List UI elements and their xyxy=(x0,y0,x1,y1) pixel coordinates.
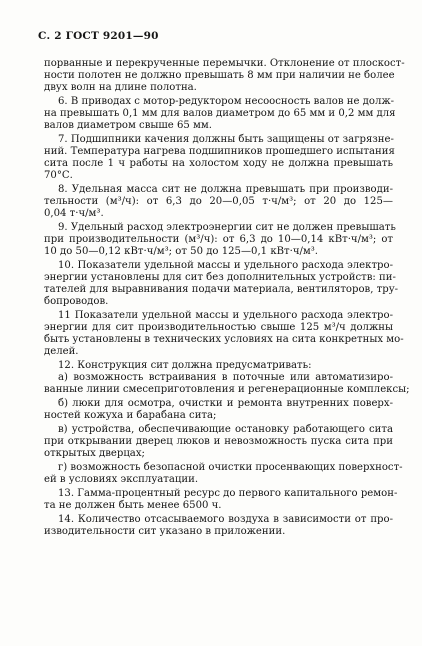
text-line: ний. Температура нагрева подшипников прошедшего испытания xyxy=(44,146,395,157)
text-line: ности полотен не должно превышать 8 мм при наличии не более xyxy=(44,70,395,81)
text-line: 0,04 т·ч/м³. xyxy=(44,208,104,219)
text-line: сита после 1 ч работы на холостом ходу не должна превышать xyxy=(44,158,393,169)
text-line: бопроводов. xyxy=(44,296,109,307)
text-line: при производительности (м³/ч): от 6,3 до 10—0,14 кВт·ч/м³; от xyxy=(44,234,393,245)
text-line: 70°С. xyxy=(44,170,73,181)
text-line: валов диаметром свыше 65 мм. xyxy=(44,120,212,131)
text-line: ностей кожуха и барабана сита; xyxy=(44,410,217,421)
text-line: 9. Удельный расход электроэнергии сит не должен превышать xyxy=(58,222,396,233)
text-line: 7. Подшипники качения должны быть защищены от загрязне- xyxy=(58,134,394,145)
text-line: энергии для сит производительностью свыше 125 м³/ч должны xyxy=(44,322,393,333)
text-line: 10. Показатели удельной массы и удельного расхода электро- xyxy=(58,260,393,271)
text-line: делей. xyxy=(44,346,79,357)
text-line: та не должен быть менее 6500 ч. xyxy=(44,500,222,511)
page-header: С. 2 ГОСТ 9201—90 xyxy=(38,30,159,42)
text-line: 11 Показатели удельной массы и удельного расхода электро- xyxy=(58,310,393,321)
text-line: энергии установлены для сит без дополнительных устройств: пи- xyxy=(44,272,396,283)
text-line: 10 до 50—0,12 кВт·ч/м³; от 50 до 125—0,1 кВт·ч/м³. xyxy=(44,246,319,257)
text-line: изводительности сит указано в приложении. xyxy=(44,526,286,537)
text-line: в) устройства, обеспечивающие остановку работающего сита xyxy=(58,424,393,435)
text-line: ей в условиях эксплуатации. xyxy=(44,474,199,485)
text-line: ванные линии смесеприготовления и регенерационные комплексы; xyxy=(44,384,410,395)
text-line: тателей для выравнивания подачи материала, вентиляторов, тру- xyxy=(44,284,399,295)
text-line: 6. В приводах с мотор-редуктором несоосность валов не долж- xyxy=(58,96,395,107)
text-line: быть установлены в технических условиях на сита конкретных мо- xyxy=(44,334,404,345)
text-line: при открывании дверец люков и невозможность пуска сита при xyxy=(44,436,393,447)
text-line: тельности (м³/ч): от 6,3 до 20—0,05 т·ч/м³; от 20 до 125— xyxy=(44,196,393,207)
text-line: б) люки для осмотра, очистки и ремонта внутренних поверх- xyxy=(58,398,393,409)
text-line: порванные и перекрученные перемычки. Отклонение от плоскост- xyxy=(44,58,405,69)
text-line: 8. Удельная масса сит не должна превышать при производи- xyxy=(58,184,393,195)
text-line: открытых дверцах; xyxy=(44,448,145,459)
text-line: 14. Количество отсасываемого воздуха в зависимости от про- xyxy=(58,514,393,525)
text-line: на превышать 0,1 мм для валов диаметром до 65 мм и 0,2 мм для xyxy=(44,108,396,119)
text-line: 12. Конструкция сит должна предусматривать: xyxy=(58,360,312,371)
text-line: 13. Гамма-процентный ресурс до первого капитального ремон- xyxy=(58,488,398,499)
text-line: двух волн на длине полотна. xyxy=(44,82,197,93)
text-line: а) возможность встраивания в поточные или автоматизиро- xyxy=(58,372,393,383)
text-line: г) возможность безопасной очистки просенвающих поверхност- xyxy=(58,462,403,473)
